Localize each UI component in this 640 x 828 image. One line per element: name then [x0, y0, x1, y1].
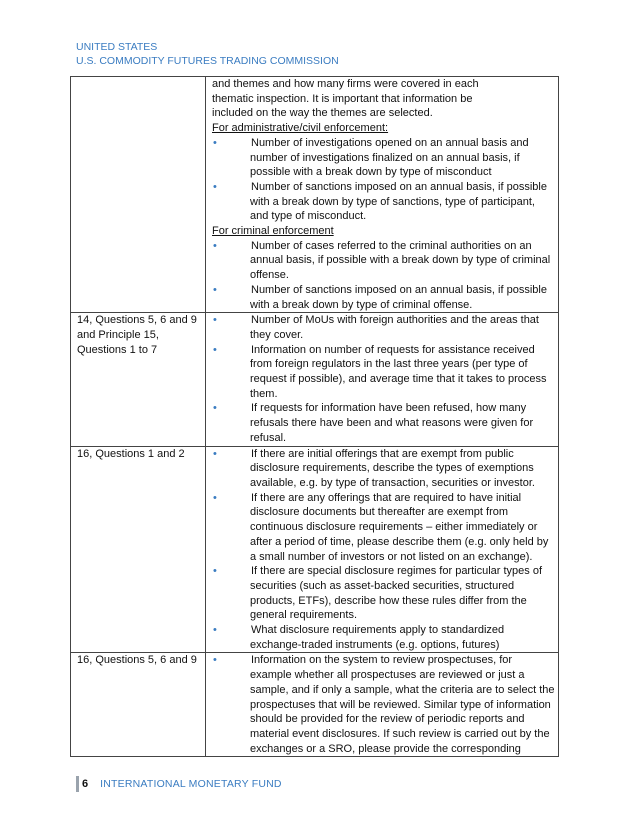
reference-line: 16, Questions 5, 6 and 9: [77, 654, 197, 667]
bullet-text: If there are any offerings that are required to have initial: [251, 491, 522, 504]
bullet-text-continuation: securities (such as asset-backed securities, structured: [250, 579, 515, 592]
bullet-item-first-line: [212, 447, 555, 462]
bullet-item-first-line: [212, 313, 555, 328]
reference-cell: [71, 653, 206, 757]
bullet-text-continuation: annual basis, if possible with a break down by type of criminal: [250, 254, 551, 267]
continued-text-line: thematic inspection. It is important that information be: [212, 92, 473, 105]
bullet-text-continuation: continuous disclosure requirements – either immediately or: [250, 521, 538, 534]
bullet-text: If there are initial offerings that are exempt from public: [251, 447, 514, 460]
bullet-icon: •: [213, 624, 217, 637]
bullet-text-continuation: and type of misconduct.: [250, 210, 367, 223]
bullet-icon: •: [213, 136, 217, 149]
bullet-text: If requests for information have been refused, how many: [251, 402, 527, 415]
bullet-item: [212, 343, 555, 402]
bullet-item: [212, 491, 555, 565]
bullet-text: Number of sanctions imposed on an annual basis, if possible: [251, 283, 547, 296]
bullet-item: [212, 239, 555, 283]
bullet-text-continuation: request if possible), and average time that it takes to process: [250, 373, 547, 386]
bullet-icon: •: [213, 447, 217, 460]
bullet-text-continuation: products, ETFs), describe how these rules differ from the: [250, 594, 527, 607]
subheading-admin-enforcement: For administrative/civil enforcement:: [212, 122, 389, 135]
bullet-text-continuation: example whether all prospectuses are reviewed or just a: [250, 669, 525, 682]
reference-line: and Principle 15,: [77, 328, 159, 341]
bullet-text-continuation: prospectuses that will be reviewed. Similar type of information: [250, 698, 551, 711]
bullet-text-continuation: with a break down by type of criminal offense.: [250, 298, 473, 311]
reference-line: Questions 1 to 7: [77, 343, 158, 356]
continued-text-line: and themes and how many firms were covered in each: [212, 78, 479, 90]
bullet-item-first-line: [212, 623, 555, 638]
bullet-item-first-line: [212, 239, 555, 254]
header-agency: U.S. COMMODITY FUTURES TRADING COMMISSION: [76, 55, 339, 67]
bullet-item: [212, 283, 555, 312]
bullet-text: Number of sanctions imposed on an annual basis, if possible: [251, 180, 547, 193]
bullet-item: [212, 564, 555, 623]
bullet-text-continuation: should be provided for the review of periodic reports and: [250, 713, 525, 726]
table-body: [71, 77, 559, 757]
bullet-text-continuation: refusals there have been and what reasons were given for: [250, 417, 534, 430]
information-cell: [206, 446, 559, 653]
continued-text-line: included on the way the themes are selected.: [212, 107, 433, 120]
bullet-icon: •: [213, 402, 217, 415]
page-marker: [76, 776, 79, 792]
bullet-item: [212, 401, 555, 445]
bullet-text-continuation: exchanges or a SRO, please provide the corresponding: [250, 742, 521, 755]
table-row: [71, 77, 559, 313]
bullet-text-continuation: material event disclosures. If such review is carried out by the: [250, 727, 550, 740]
bullet-icon: •: [213, 314, 217, 327]
bullet-item: [212, 313, 555, 342]
bullet-text-continuation: disclosure documents but thereafter are exempt from: [250, 506, 509, 519]
reference-cell: [71, 77, 206, 313]
bullet-text-continuation: with a break down by type of sanctions, type of participant,: [250, 195, 535, 208]
page-number: 6: [82, 778, 89, 790]
header-country: UNITED STATES: [76, 41, 158, 53]
bullet-text-continuation: exchange-traded instruments (e.g. options, futures): [250, 638, 500, 651]
bullet-text-continuation: from foreign regulators in the last three years (per type of: [250, 358, 528, 371]
bullet-item-first-line: [212, 564, 555, 579]
bullet-text-continuation: offense.: [250, 269, 289, 282]
bullet-text-continuation: a small number of investors or not listed on an exchange).: [250, 550, 533, 563]
bullet-text-continuation: after a period of time, please describe them (e.g. only held by: [250, 535, 549, 548]
bullet-icon: •: [213, 239, 217, 252]
bullet-item-first-line: [212, 136, 555, 151]
reference-cell: [71, 446, 206, 653]
table-row: [71, 653, 559, 757]
bullet-text-continuation: disclosure requirements, describe the types of exemptions: [250, 462, 534, 475]
bullet-icon: •: [213, 491, 217, 504]
bullet-text-continuation: number of investigations finalized on an annual basis, if: [250, 151, 520, 164]
table-row: [71, 313, 559, 446]
bullet-item-first-line: [212, 653, 555, 668]
bullet-text-continuation: possible with a break down by type of misconduct: [250, 166, 492, 179]
bullet-text: Information on the system to review prospectuses, for: [251, 654, 513, 667]
footer-organization: INTERNATIONAL MONETARY FUND: [100, 778, 282, 790]
bullet-item-first-line: [212, 180, 555, 195]
bullet-item-first-line: [212, 343, 555, 358]
questions-table: [70, 76, 559, 757]
bullet-item: [212, 180, 555, 224]
bullet-icon: •: [213, 283, 217, 296]
bullet-text: If there are special disclosure regimes for particular types of: [251, 565, 543, 578]
bullet-text: Number of cases referred to the criminal authorities on an: [251, 239, 532, 252]
reference-cell: [71, 313, 206, 446]
bullet-text-continuation: sample, and if only a sample, what the criteria are to select the: [250, 683, 555, 696]
bullet-text-continuation: them.: [250, 387, 278, 400]
bullet-text-continuation: they cover.: [250, 328, 304, 341]
bullet-item-first-line: [212, 401, 555, 416]
bullet-icon: •: [213, 180, 217, 193]
information-cell: [206, 77, 559, 313]
bullet-text: Number of investigations opened on an annual basis and: [251, 136, 529, 149]
bullet-text: Information on number of requests for assistance received: [251, 343, 535, 356]
reference-line: 14, Questions 5, 6 and 9: [77, 314, 197, 327]
bullet-item-first-line: [212, 491, 555, 506]
reference-line: 16, Questions 1 and 2: [77, 447, 185, 460]
bullet-text-continuation: refusal.: [250, 431, 287, 444]
bullet-text-continuation: available, e.g. by type of transaction, securities or investor.: [250, 476, 535, 489]
bullet-item: [212, 653, 555, 756]
page-footer: [76, 776, 282, 792]
bullet-text-continuation: general requirements.: [250, 609, 358, 622]
bullet-item: [212, 136, 555, 180]
bullet-text: Number of MoUs with foreign authorities and the areas that: [251, 314, 539, 327]
bullet-text: What disclosure requirements apply to standardized: [251, 624, 505, 637]
bullet-item: [212, 623, 555, 652]
subheading-criminal-enforcement: For criminal enforcement: [212, 225, 334, 238]
information-cell: [206, 653, 559, 757]
bullet-icon: •: [213, 654, 217, 667]
bullet-item-first-line: [212, 283, 555, 298]
page-header: [76, 40, 339, 68]
table-row: [71, 446, 559, 653]
bullet-item: [212, 447, 555, 491]
information-cell: [206, 313, 559, 446]
bullet-icon: •: [213, 565, 217, 578]
bullet-icon: •: [213, 343, 217, 356]
